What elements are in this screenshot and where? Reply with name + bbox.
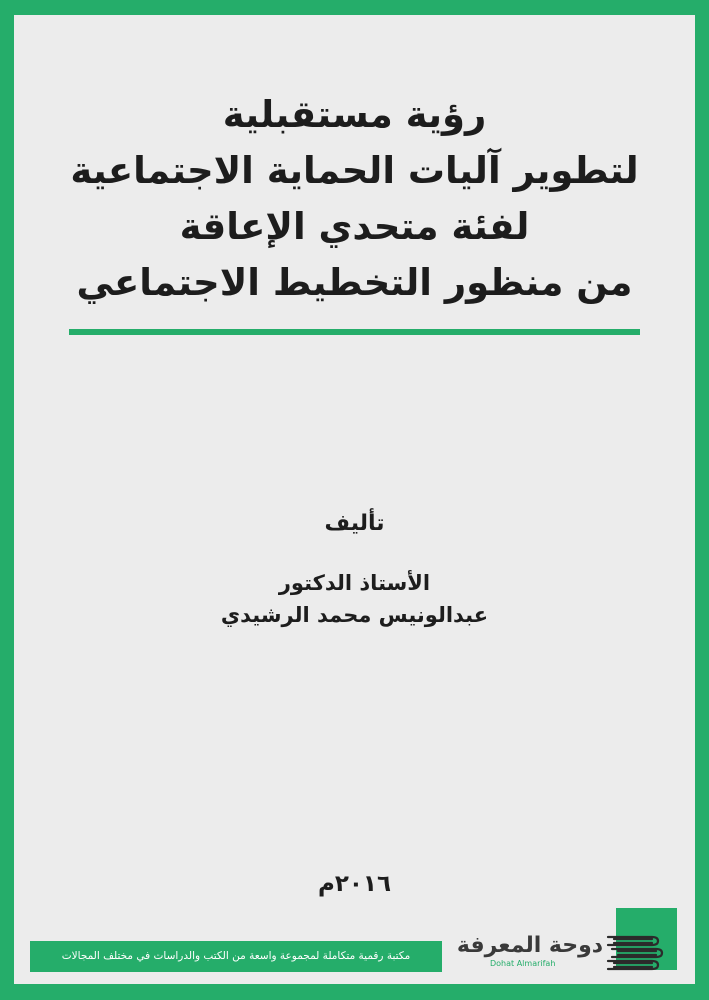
book-title: [44, 87, 665, 311]
author-title: الأستاذ الدكتور: [278, 571, 431, 595]
title-line-1: رؤية مستقبلية: [222, 93, 487, 136]
publication-year: ٢٠١٦م: [317, 871, 391, 897]
title-line-3: لفئة متحدي الإعاقة: [179, 205, 530, 248]
title-divider: [69, 329, 640, 335]
title-line-2: لتطوير آليات الحماية الاجتماعية: [70, 149, 639, 192]
book-cover: [14, 15, 695, 984]
footer-tagline: مكتبة رقمية متكاملة لمجموعة واسعة من الكتب والدراسات في مختلف المجالات: [30, 941, 442, 972]
title-line-4: من منظور التخطيط الاجتماعي: [76, 261, 633, 304]
books-icon: [602, 929, 668, 973]
author-label: تأليف: [324, 511, 385, 536]
brand-name: دوحة المعرفة: [456, 933, 604, 958]
author-name: عبدالونيس محمد الرشيدي: [220, 603, 489, 627]
brand-latin-name: Dohat Almarifah: [490, 959, 556, 968]
